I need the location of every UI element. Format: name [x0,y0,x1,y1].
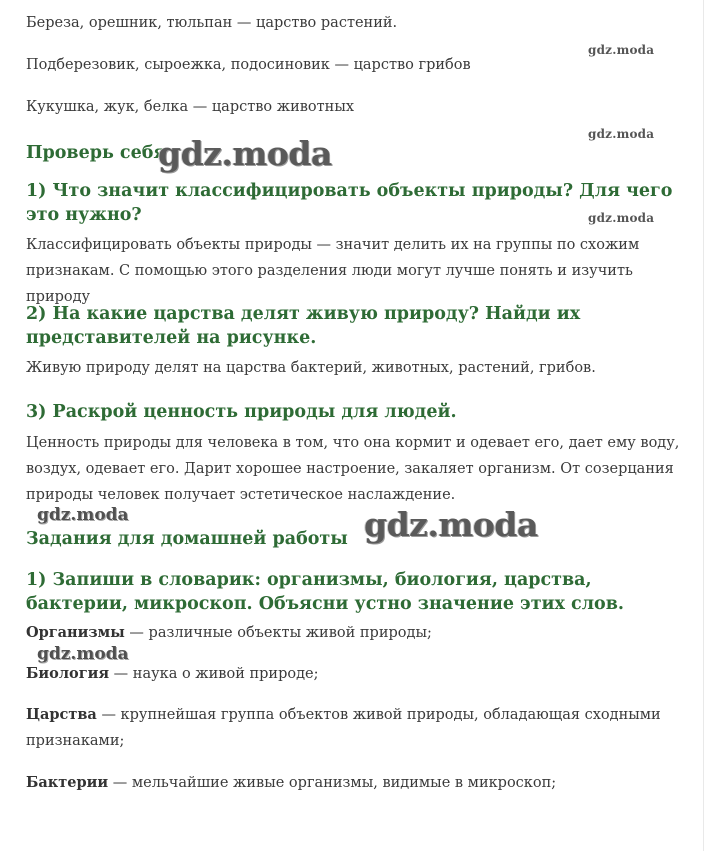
definition-text: — различные объекты живой природы; [124,625,432,641]
watermark-logo: gdz.moda [588,127,655,141]
answer-2: Живую природу делят на царства бактерий, животных, растений, грибов. [26,360,596,376]
homework-question-1: 1) Запиши в словарик: организмы, биология, царства, бактерии, микроскоп. Объясни устно значение этих слов. [26,570,624,614]
answer-plants: Береза, орешник, тюльпан — царство растений. [26,15,398,31]
definition-biology [26,661,686,687]
question-2: 2) На какие царства делят живую природу? Найди их представителей на рисунке. [26,304,581,348]
watermark-logo: gdz.moda [588,211,655,225]
definition-term: Организмы [26,624,125,641]
definition-text: — наука о живой природе; [109,666,319,682]
definition-text: — мельчайшие живые организмы, видимые в микроскоп; [108,775,557,791]
definition-term: Биология [26,665,110,682]
watermark-logo: gdz.moda [37,505,129,525]
watermark-logo: gdz.moda [37,644,129,664]
page-edge-divider [703,0,704,851]
answer-1: Классифицировать объекты природы — значит делить их на группы по схожим признакам. С помощью этого разделения люди могут лучше понять и изучить природу [26,237,640,305]
definition-text: — крупнейшая группа объектов живой природы, обладающая сходными признаками; [26,707,661,749]
watermark-logo: gdz.moda [364,505,538,544]
section-title-check: Проверь себя [26,143,167,163]
watermark-logo: gdz.moda [588,43,655,57]
definition-kingdoms [26,702,686,754]
definition-term: Царства [26,706,97,723]
answer-fungi: Подберезовик, сыроежка, подосиновик — царство грибов [26,57,471,73]
question-3: 3) Раскрой ценность природы для людей. [26,402,457,422]
watermark-logo: gdz.moda [158,134,332,173]
answer-3: Ценность природы для человека в том, что она кормит и одевает его, дает ему воду, воздух, одевает его. Дарит хорошее настроение, закаляет организм. От созерцания природы человек получает эстетическое наслаждение. [26,435,680,503]
question-1: 1) Что значит классифицировать объекты природы? Для чего это нужно? [26,181,673,225]
section-title-homework: Задания для домашней работы [26,529,348,549]
definition-term: Бактерии [26,774,109,791]
definition-organisms [26,620,686,646]
answer-animals: Кукушка, жук, белка — царство животных [26,99,355,115]
definition-bacteria [26,770,686,796]
